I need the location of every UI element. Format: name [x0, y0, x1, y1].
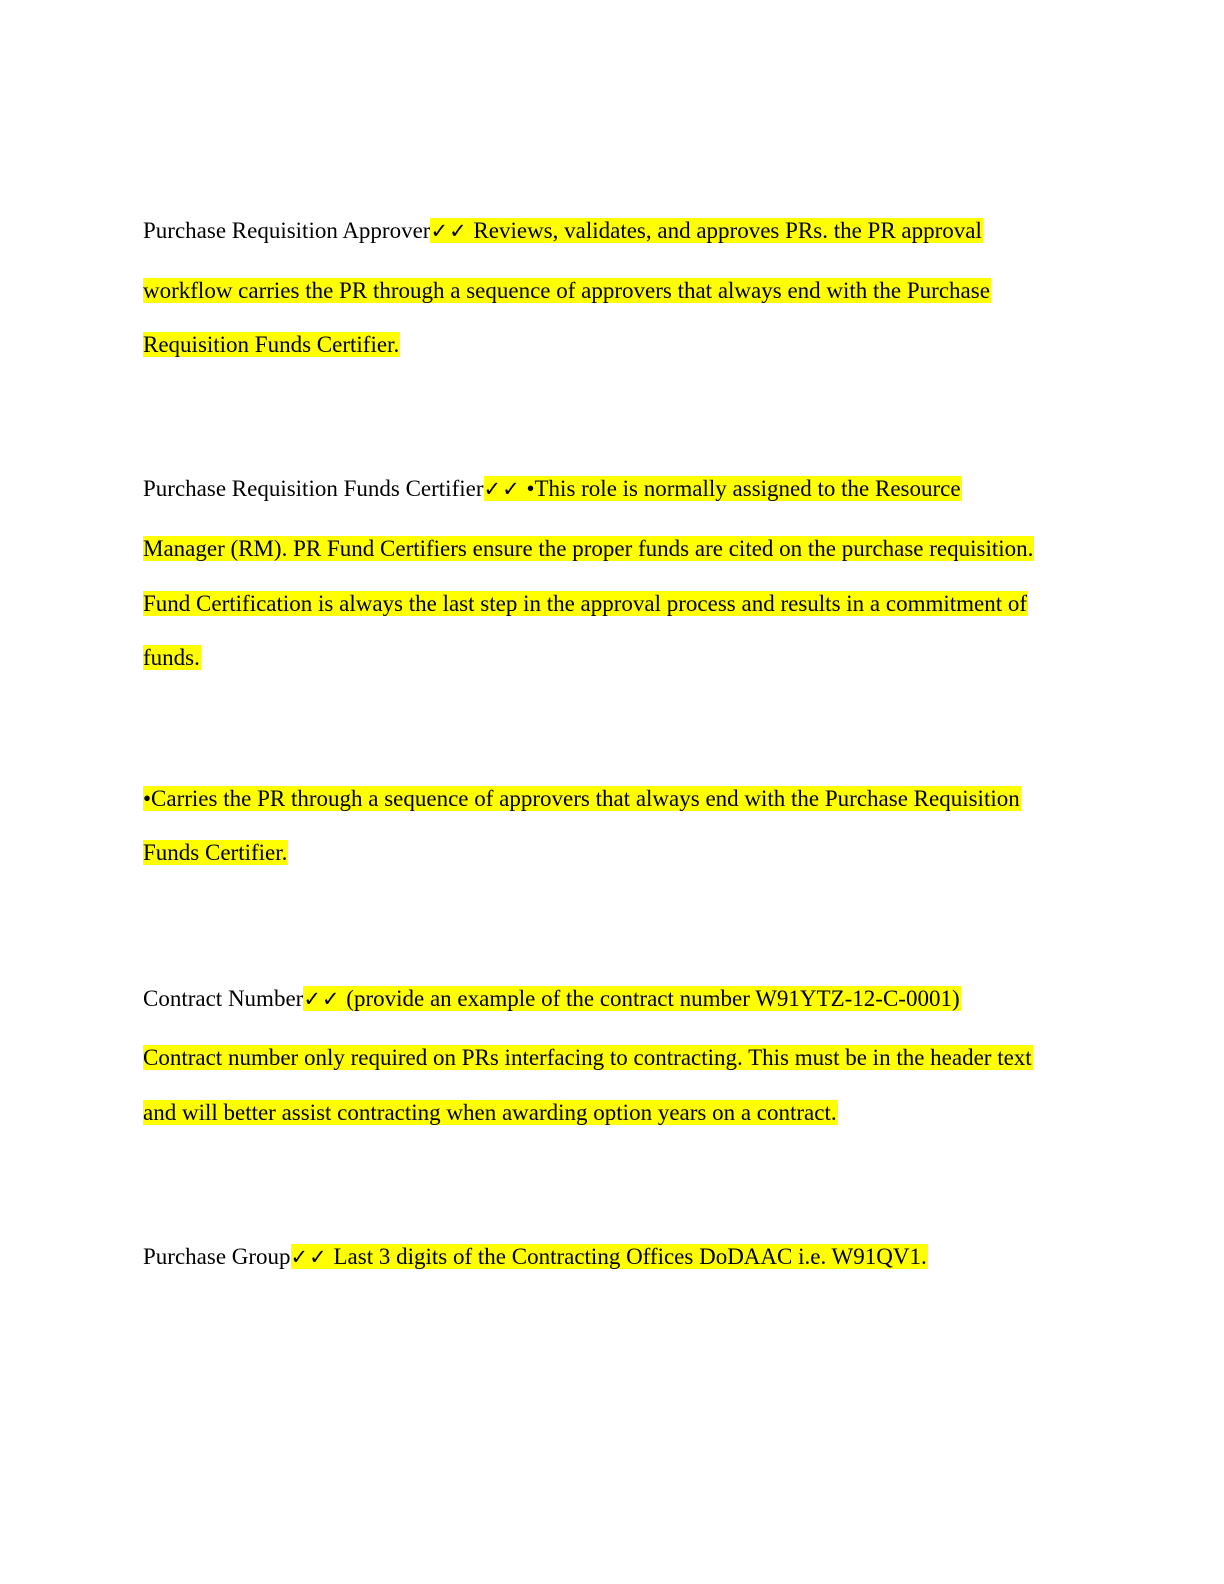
certifier-bullet-line-1 [143, 783, 1021, 815]
certifier-term: Purchase Requisition Funds Certifier [143, 476, 484, 501]
certifier-line-1 [143, 473, 962, 505]
purchase-group-line-1 [143, 1241, 928, 1273]
certifier-line-2 [143, 533, 1034, 565]
certifier-definition-line: Manager (RM). PR Fund Certifiers ensure the proper funds are cited on the purchase requisition. [143, 536, 1034, 561]
approver-term: Purchase Requisition Approver [143, 218, 431, 243]
checkmark-icon: ✓✓ [290, 1245, 328, 1269]
purchase-group-term: Purchase Group [143, 1244, 291, 1269]
certifier-definition-line: Fund Certification is always the last step in the approval process and results in a commitment of [143, 591, 1028, 616]
certifier-line-4 [143, 642, 201, 674]
certifier-bullet-line-2 [143, 837, 288, 869]
contract-line-1 [143, 983, 961, 1015]
contract-line-2 [143, 1042, 1033, 1074]
certifier-line-3 [143, 588, 1028, 620]
contract-term: Contract Number [143, 986, 304, 1011]
checkmark-icon: ✓✓ [483, 477, 521, 501]
contract-definition-start: (provide an example of the contract number W91YTZ-12-C-0001) [340, 986, 960, 1011]
contract-definition-line: Contract number only required on PRs interfacing to contracting. This must be in the header text [143, 1045, 1032, 1070]
approver-line-1 [143, 215, 983, 247]
checkmark-icon: ✓✓ [303, 987, 341, 1011]
contract-line-3 [143, 1097, 838, 1129]
contract-definition-line: and will better assist contracting when awarding option years on a contract. [143, 1100, 837, 1125]
approver-definition-start: Reviews, validates, and approves PRs. the PR approval [467, 218, 982, 243]
approver-definition-line: Requisition Funds Certifier. [143, 332, 400, 357]
certifier-bullet-text: •Carries the PR through a sequence of approvers that always end with the Purchase Requisition [143, 786, 1020, 811]
certifier-definition-start: •This role is normally assigned to the Resource [520, 476, 961, 501]
approver-definition-line: workflow carries the PR through a sequence of approvers that always end with the Purchase [143, 278, 990, 303]
purchase-group-definition: Last 3 digits of the Contracting Offices DoDAAC i.e. W91QV1. [327, 1244, 927, 1269]
checkmark-icon: ✓✓ [430, 219, 468, 243]
approver-line-3 [143, 329, 400, 361]
approver-line-2 [143, 275, 991, 307]
certifier-definition-line: funds. [143, 645, 200, 670]
certifier-bullet-text: Funds Certifier. [143, 840, 288, 865]
